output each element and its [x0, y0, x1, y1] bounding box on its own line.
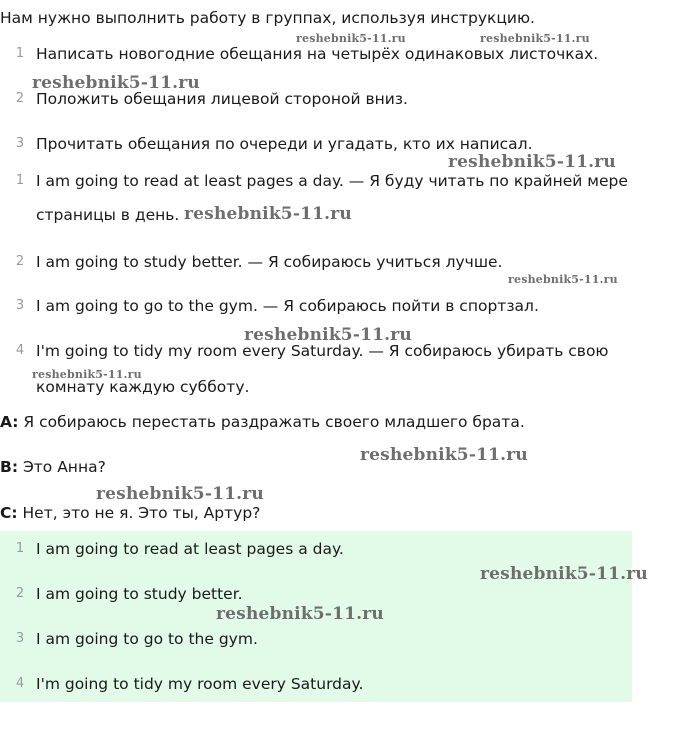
answer-number: 3: [15, 631, 25, 646]
watermark: reshebnik5-11.ru: [32, 73, 200, 93]
speaker-label: C:: [0, 504, 18, 522]
dialogue-line: [0, 412, 525, 432]
instruction-text: Написать новогодние обещания на четырёх одинаковых листочках.: [36, 45, 599, 63]
watermark: reshebnik5-11.ru: [508, 273, 618, 286]
instruction-number: 3: [15, 136, 25, 151]
translation-text-continued: комнату каждую субботу.: [36, 378, 250, 396]
translation-text: I am going to go to the gym. — Я собираюсь пойти в спортзал.: [36, 297, 539, 315]
dialogue-text: Я собираюсь перестать раздражать своего младшего брата.: [18, 413, 525, 431]
translation-number: 1: [15, 173, 25, 188]
watermark: reshebnik5-11.ru: [296, 32, 406, 45]
watermark: reshebnik5-11.ru: [360, 445, 528, 465]
watermark: reshebnik5-11.ru: [184, 204, 352, 224]
dialogue-text: Нет, это не я. Это ты, Артур?: [17, 504, 261, 522]
answer-text: I am going to go to the gym.: [36, 630, 258, 648]
watermark: reshebnik5-11.ru: [448, 152, 616, 172]
instruction-number: 2: [15, 91, 25, 106]
dialogue-text: Это Анна?: [18, 458, 106, 476]
watermark: reshebnik5-11.ru: [32, 368, 142, 381]
instruction-text: Положить обещания лицевой стороной вниз.: [36, 90, 408, 108]
translation-number: 3: [15, 298, 25, 313]
answer-text: I'm going to tidy my room every Saturday.: [36, 675, 364, 693]
watermark: reshebnik5-11.ru: [96, 484, 264, 504]
speaker-label: B:: [0, 458, 19, 476]
translation-text: I am going to study better. — Я собираюсь учиться лучше.: [36, 253, 503, 271]
dialogue-line: [0, 457, 106, 477]
watermark: reshebnik5-11.ru: [480, 564, 648, 584]
translation-number: 4: [15, 343, 25, 358]
watermark: reshebnik5-11.ru: [216, 604, 384, 624]
answer-text: I am going to read at least pages a day.: [36, 540, 344, 558]
intro-text: Нам нужно выполнить работу в группах, используя инструкцию.: [0, 9, 535, 27]
translation-text: I am going to read at least pages a day. — Я буду читать по крайней мере: [36, 172, 628, 190]
answer-text: I am going to study better.: [36, 585, 243, 603]
dialogue-line: [0, 503, 260, 523]
watermark: reshebnik5-11.ru: [244, 325, 412, 345]
speaker-label: A:: [0, 413, 19, 431]
translation-text: I'm going to tidy my room every Saturday. — Я собираюсь убирать свою: [36, 342, 609, 360]
translation-number: 2: [15, 254, 25, 269]
answer-number: 4: [15, 676, 25, 691]
instruction-text: Прочитать обещания по очереди и угадать, кто их написал.: [36, 135, 533, 153]
watermark: reshebnik5-11.ru: [480, 32, 590, 45]
answer-number: 2: [15, 586, 25, 601]
answer-number: 1: [15, 541, 25, 556]
instruction-number: 1: [15, 46, 25, 61]
translation-text-continued: страницы в день.: [36, 206, 180, 224]
